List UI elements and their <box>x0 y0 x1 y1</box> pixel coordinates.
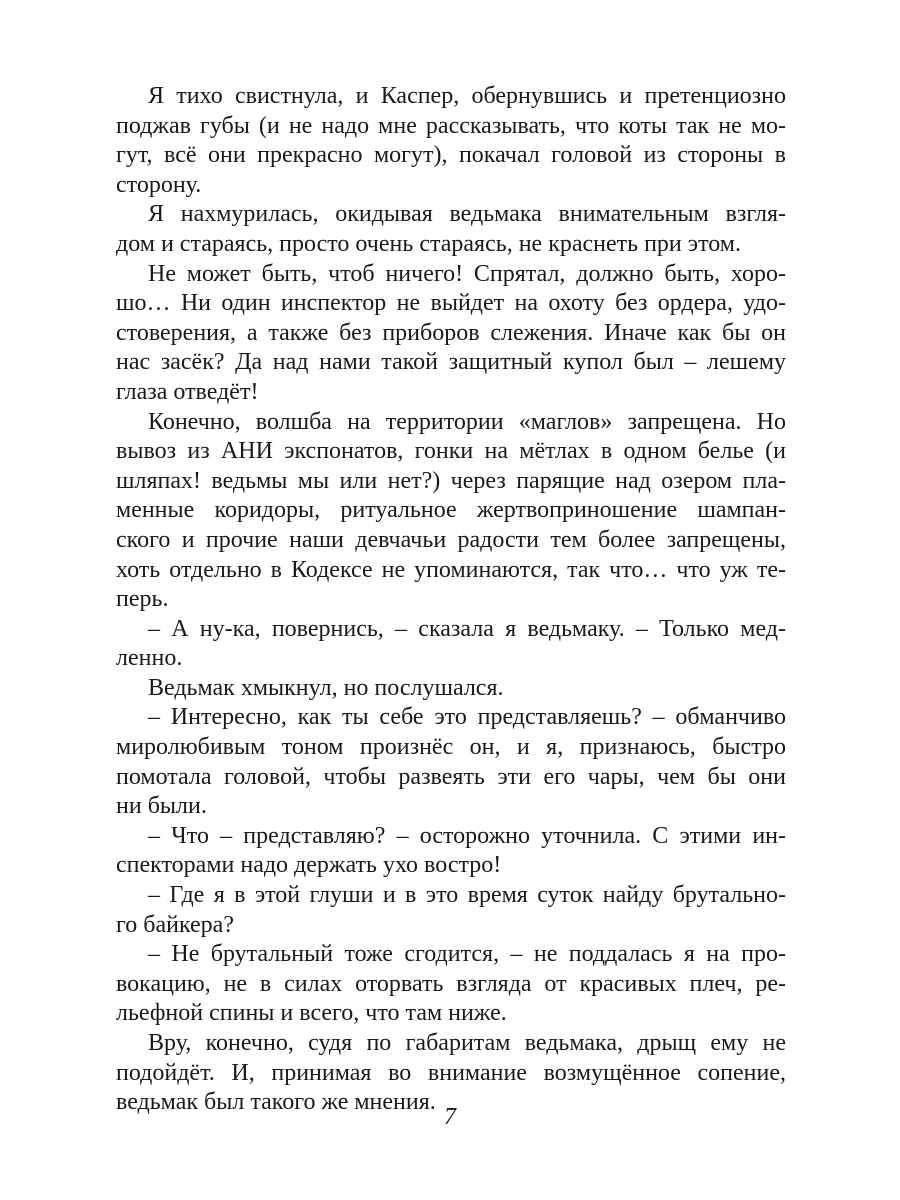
text-line: хоть отдельно в Кодексе не упоминаются, так что… что уж те- <box>116 556 786 583</box>
text-line: – А ну-ка, повернись, – сказала я ведьмаку. – Только мед- <box>148 615 786 642</box>
text-line: – Где я в этой глуши и в это время суток найду брутально- <box>148 882 786 909</box>
paragraph <box>116 200 786 259</box>
text-line: ского и прочие наши девчачьи радости тем более запрещены, <box>116 526 786 553</box>
text-line: льефной спины и всего, что там ниже. <box>116 1000 507 1027</box>
paragraph <box>116 822 786 881</box>
text-line: вокацию, не в силах оторвать взгляда от красивых плеч, ре- <box>116 970 786 997</box>
text-line: Ведьмак хмыкнул, но послушался. <box>148 674 504 701</box>
text-line: менные коридоры, ритуальное жертвоприношение шампан- <box>116 497 786 524</box>
text-line: Я тихо свистнула, и Каспер, обернувшись и претенциозно <box>148 83 786 109</box>
paragraph <box>116 674 786 704</box>
body-text <box>116 82 786 1118</box>
text-line: – Интересно, как ты себе это представляешь? – обманчиво <box>148 704 786 731</box>
paragraph <box>116 881 786 940</box>
text-line: миролюбивым тоном произнёс он, и я, признаюсь, быстро <box>116 734 786 761</box>
text-line: шляпах! ведьмы мы или нет?) через парящие над озером пла- <box>116 467 786 494</box>
text-line: глаза отведёт! <box>116 378 259 405</box>
text-line: спекторами надо держать ухо востро! <box>116 852 502 879</box>
text-line: ленно. <box>116 645 183 672</box>
paragraph <box>116 703 786 821</box>
text-line: – Не брутальный тоже сгодится, – не поддалась я на про- <box>148 941 786 968</box>
text-line: дом и стараясь, просто очень стараясь, не краснеть при этом. <box>116 230 741 257</box>
text-line: вывоз из АНИ экспонатов, гонки на мётлах в одном белье (и <box>116 438 786 465</box>
page-number: 7 <box>444 1104 456 1130</box>
text-line: Вру, конечно, судя по габаритам ведьмака, дрыщ ему не <box>148 1030 786 1056</box>
text-line: – Что – представляю? – осторожно уточнила. С этими ин- <box>148 822 786 849</box>
text-line: перь. <box>116 586 169 613</box>
paragraph <box>116 940 786 1029</box>
text-line: шо… Ни один инспектор не выйдет на охоту без ордера, удо- <box>116 290 786 317</box>
paragraph <box>116 408 786 615</box>
text-line: стоверения, а также без приборов слежения. Иначе как бы он <box>116 319 786 346</box>
text-line: ведьмак был такого же мнения. <box>116 1089 436 1116</box>
paragraph <box>116 82 786 200</box>
text-line: го байкера? <box>116 911 234 938</box>
paragraph <box>116 615 786 674</box>
text-line: ни были. <box>116 793 207 820</box>
text-line: поджав губы (и не надо мне рассказывать, что коты так не мо- <box>116 112 786 139</box>
text-line: Я нахмурилась, окидывая ведьмака внимательным взгля- <box>148 201 786 228</box>
text-line: гут, всё они прекрасно могут), покачал головой из стороны в <box>116 142 786 169</box>
text-line: нас засёк? Да над нами такой защитный купол был – лешему <box>116 349 786 376</box>
text-line: сторону. <box>116 171 202 198</box>
paragraph <box>116 260 786 408</box>
text-line: Не может быть, чтоб ничего! Спрятал, должно быть, хоро- <box>148 260 786 287</box>
text-line: Конечно, волшба на территории «маглов» запрещена. Но <box>148 408 786 435</box>
text-line: подойдёт. И, принимая во внимание возмущённое сопение, <box>116 1059 786 1086</box>
text-line: помотала головой, чтобы развеять эти его чары, чем бы они <box>116 763 786 790</box>
